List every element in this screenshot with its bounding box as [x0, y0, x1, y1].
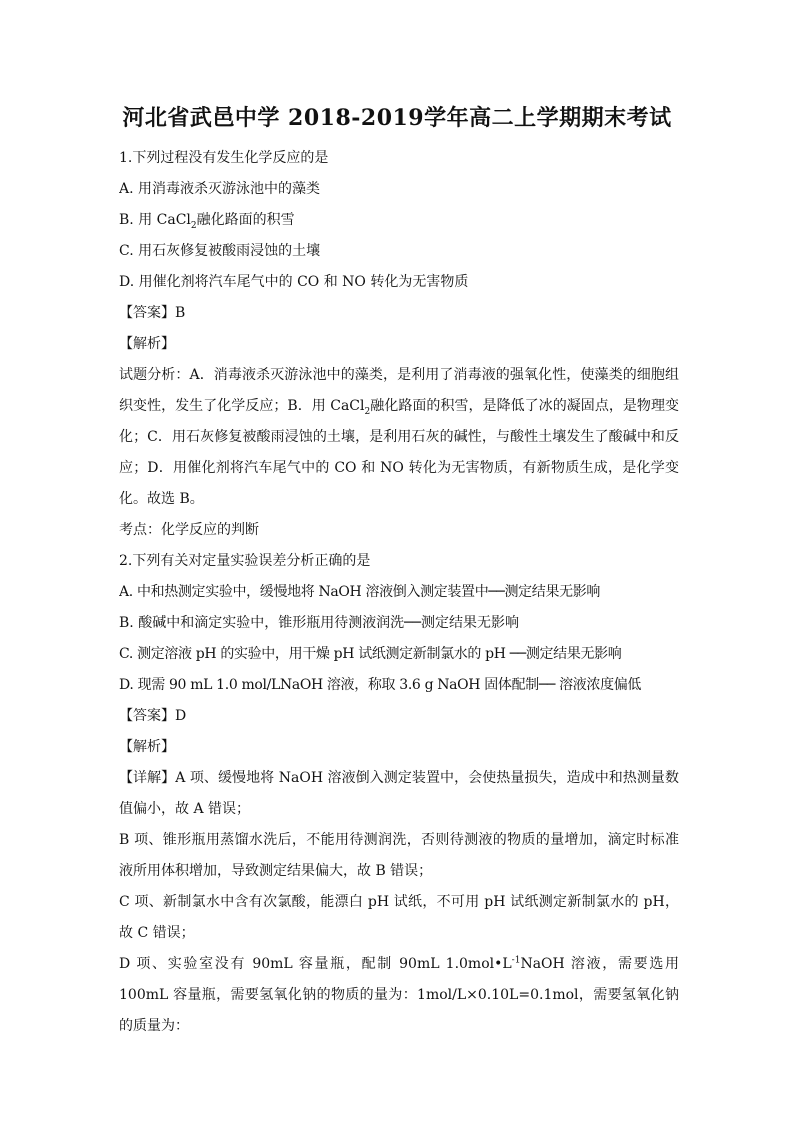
question-1-stem: 1.下列过程没有发生化学反应的是	[119, 150, 329, 166]
question-1-option-c: C. 用石灰修复被酸雨浸蚀的土壤	[119, 243, 321, 259]
analysis-text-rest: 融化路面的积雪，是降低了冰的凝固点，是物理变化；C．用石灰修复被酸雨浸蚀的土壤，是利用石灰的碱性，与酸性土壤发生了酸碱中和反应；D．用催化剂将汽车尾气中的 CO 和 NO 转化为无害物质，有新物质生成，是化学变化。故选 B。	[119, 398, 679, 507]
option-b-text: B. 用 CaCl	[119, 212, 191, 228]
question-2-option-b: B. 酸碱中和滴定实验中，锥形瓶用待测液润洗──测定结果无影响	[119, 615, 520, 631]
question-1-kaodian: 考点：化学反应的判断	[119, 522, 259, 538]
detail-d-text: D 项、实验室没有 90mL 容量瓶，配制 90mL 1.0mol•L	[119, 956, 512, 972]
superscript: -1	[511, 955, 521, 966]
question-2-option-d: D. 现需 90 mL 1.0 mol/LNaOH 溶液，称取 3.6 g NaOH 固体配制── 溶液浓度偏低	[119, 677, 642, 693]
question-2-option-a: A. 中和热测定实验中，缓慢地将 NaOH 溶液倒入测定装置中──测定结果无影响	[119, 584, 601, 600]
subscript: 2	[364, 406, 371, 417]
question-2-detail-b: B 项、锥形瓶用蒸馏水洗后，不能用待测润洗，否则待测液的物质的量增加，滴定时标准液所用体积增加，导致测定结果偏大，故 B 错误；	[119, 832, 679, 879]
question-2-detail-d	[119, 949, 679, 1042]
question-1-option-d: D. 用催化剂将汽车尾气中的 CO 和 NO 转化为无害物质	[119, 274, 469, 290]
question-1-analysis-label: 【解析】	[119, 336, 175, 352]
question-2-answer: 【答案】D	[119, 708, 187, 724]
question-2-stem: 2.下列有关对定量实验误差分析正确的是	[119, 553, 371, 569]
question-2-option-c: C. 测定溶液 pH 的实验中，用干燥 pH 试纸测定新制氯水的 pH ──测定结果无影响	[119, 646, 622, 662]
option-b-text-rest: 融化路面的积雪	[196, 212, 295, 228]
analysis-text: 试题分析：A．消毒液杀灭游泳池中的藻类，是利用了消毒液的强氧化性，使藻类的细胞组织变性，发生了化学反应；B．用 CaCl	[119, 367, 679, 414]
question-2-analysis-label: 【解析】	[119, 739, 175, 755]
document-title: 河北省武邑中学 2018-2019学年高二上学期期末考试	[122, 105, 672, 131]
question-2-detail-c: C 项、新制氯水中含有次氯酸，能漂白 pH 试纸，不可用 pH 试纸测定新制氯水的 pH，故 C 错误；	[119, 894, 679, 941]
document-content	[119, 143, 679, 1042]
question-1-option-b	[119, 205, 679, 236]
question-2-detail-a: 【详解】A 项、缓慢地将 NaOH 溶液倒入测定装置中，会使热量损失，造成中和热测量数值偏小，故 A 错误；	[119, 770, 679, 817]
question-1-analysis	[119, 360, 679, 515]
question-1-option-a: A. 用消毒液杀灭游泳池中的藻类	[119, 181, 321, 197]
question-1-answer: 【答案】B	[119, 305, 186, 321]
subscript: 2	[190, 220, 197, 231]
detail-d-text-rest: NaOH 溶液，需要选用 100mL 容量瓶，需要氢氧化钠的物质的量为：1mol/L×0.10L=0.1mol，需要氢氧化钠的质量为：	[119, 956, 680, 1034]
